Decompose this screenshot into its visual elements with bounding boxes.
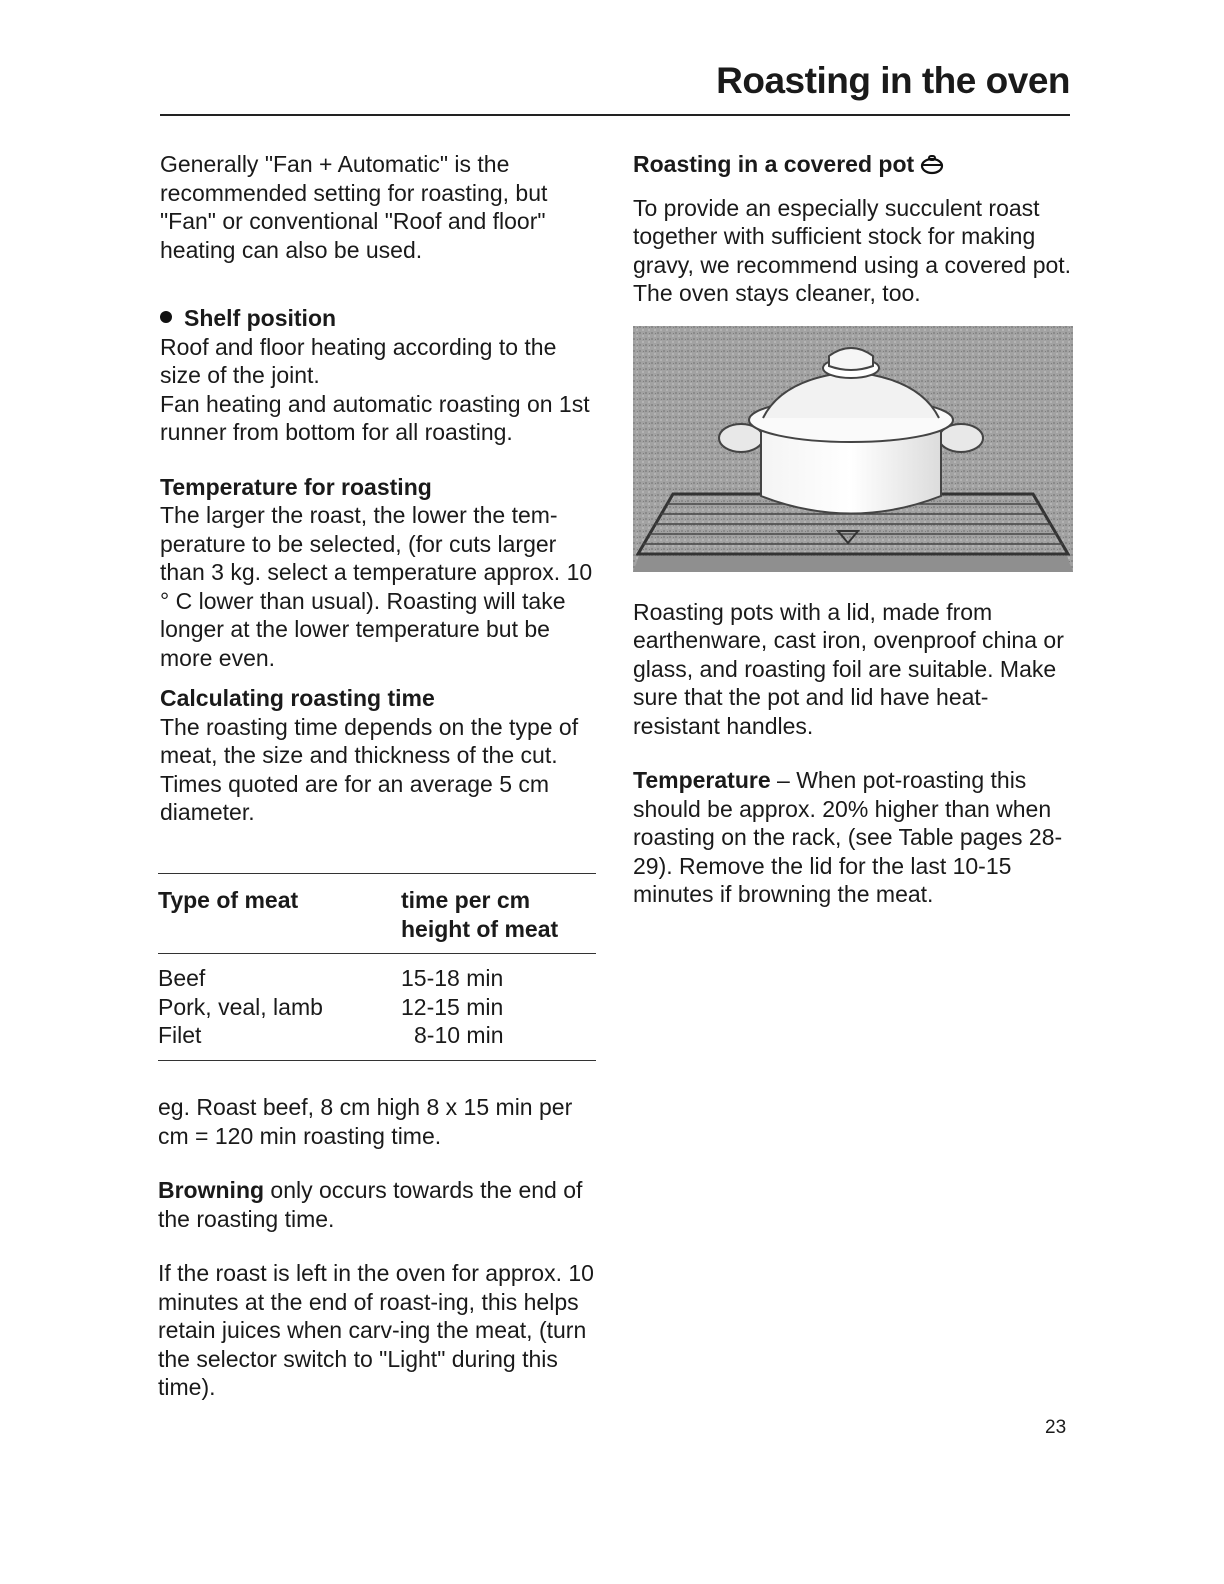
temperature-text: The larger the roast, the lower the tem-perature to be selected, (for cuts larger than 3 kg. select a temperature approx. 10 ° C lower than usual). Roasting will take longer at the lower temperature but be more even. xyxy=(160,502,593,671)
table-bottom-rule xyxy=(158,1060,596,1061)
roasting-time-table xyxy=(158,873,596,1061)
bullet-icon xyxy=(160,311,172,323)
table-cell-meat: Beef xyxy=(158,965,206,991)
temperature-heading: Temperature for roasting xyxy=(160,473,432,500)
browning-text: only occurs towards the end of the roasting time. xyxy=(158,1177,583,1232)
title-divider xyxy=(160,114,1070,116)
calculating-heading: Calculating roasting time xyxy=(160,685,435,711)
table-header-time: time per cm height of meat xyxy=(401,887,559,942)
shelf-heading: Shelf position xyxy=(160,304,600,333)
covered-pot-text: To provide an especially succulent roast together with sufficient stock for making gravy, we recommend using a covered pot. The oven stays cleaner, too. xyxy=(633,194,1072,306)
shelf-text-2: Fan heating and automatic roasting on 1st runner from bottom for all roasting. xyxy=(160,390,590,445)
table-body xyxy=(158,954,596,1060)
pot-temperature-text: – When pot-roasting this should be approx. 20% higher than when roasting on the rack, (see Table pages 28-29). Remove the lid for the last 10-15 minutes if browning the meat. xyxy=(633,767,1063,907)
pot-temperature-paragraph xyxy=(633,766,1073,909)
table-cell-meat: Pork, veal, lamb xyxy=(158,993,323,1020)
table-cell-meat: Filet xyxy=(158,1022,202,1048)
pot-on-rack-illustration xyxy=(633,326,1073,572)
pots-paragraph: Roasting pots with a lid, made from earthenware, cast iron, ovenproof china or glass, and roasting foil are suitable. Make sure that the pot and lid have heat-resistant handles. xyxy=(633,598,1064,739)
example-paragraph: eg. Roast beef, 8 cm high 8 x 15 min per cm = 120 min roasting time. xyxy=(158,1094,573,1149)
table-row xyxy=(158,964,596,993)
left-column-lower xyxy=(158,1093,598,1402)
pot-temperature-label: Temperature xyxy=(633,767,771,793)
table-row xyxy=(158,993,596,1022)
right-column xyxy=(633,150,1073,909)
left-column xyxy=(160,150,600,827)
intro-paragraph: Generally "Fan + Automatic" is the recommended setting for roasting, but "Fan" or conventional "Roof and floor" heating can also be used. xyxy=(160,151,548,263)
table-row xyxy=(158,1021,596,1050)
page-number: 23 xyxy=(1045,1417,1067,1438)
shelf-text-1: Roof and floor heating according to the size of the joint. xyxy=(160,333,557,388)
table-header xyxy=(158,874,596,953)
table-cell-time: 8-10 min xyxy=(414,1022,504,1048)
resting-paragraph: If the roast is left in the oven for approx. 10 minutes at the end of roast-ing, this helps retain juices when carv-ing the meat, (turn the selector switch to "Light" during this time). xyxy=(158,1260,594,1400)
table-header-meat: Type of meat xyxy=(158,887,299,913)
table-cell-time: 12-15 min xyxy=(401,993,504,1020)
calculating-text: The roasting time depends on the type of meat, the size and thickness of the cut. Times quoted are for an average 5 cm diameter. xyxy=(160,713,579,825)
covered-pot-photo xyxy=(633,326,1073,572)
covered-pot-heading: Roasting in a covered pot xyxy=(633,150,1073,182)
browning-paragraph xyxy=(158,1176,598,1233)
pot-symbol-icon xyxy=(920,153,944,182)
browning-label: Browning xyxy=(158,1177,265,1203)
page-title: Roasting in the oven xyxy=(716,60,1070,101)
table-cell-time: 15-18 min xyxy=(401,965,504,991)
